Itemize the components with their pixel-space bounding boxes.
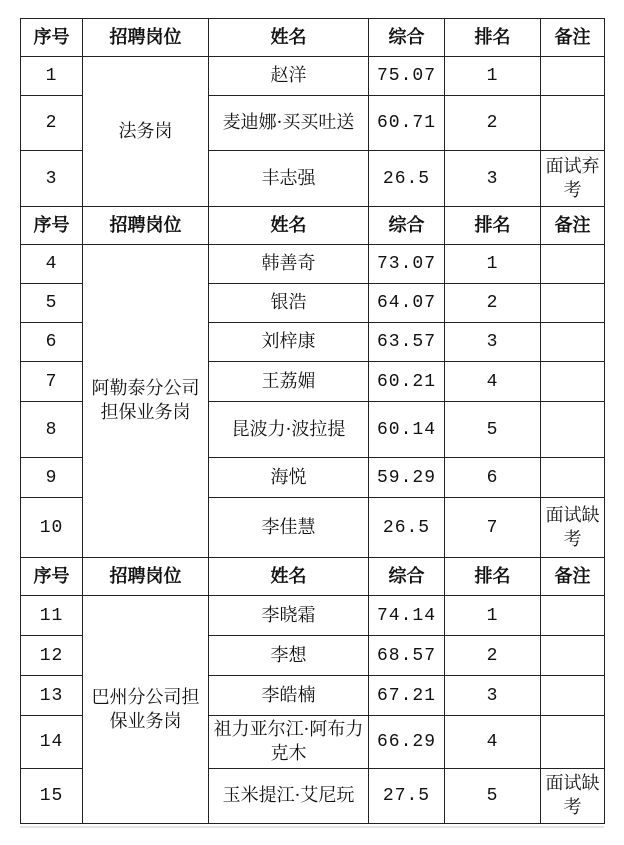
cell-rank: 2 [445, 96, 541, 151]
cell-name: 李晓霜 [209, 596, 369, 636]
cell-score: 26.5 [369, 498, 445, 558]
table-row [21, 57, 605, 96]
cell-rank: 2 [445, 284, 541, 323]
cell-note [541, 676, 605, 716]
header-rank: 排名 [445, 207, 541, 245]
cell-seq: 6 [21, 323, 83, 362]
cell-score: 26.5 [369, 151, 445, 207]
cell-name: 韩善奇 [209, 245, 369, 284]
cell-note [541, 402, 605, 458]
cell-rank: 3 [445, 323, 541, 362]
table-row [21, 245, 605, 284]
cell-score: 59.29 [369, 458, 445, 498]
cell-seq: 4 [21, 245, 83, 284]
cell-score: 60.14 [369, 402, 445, 458]
cell-name: 银浩 [209, 284, 369, 323]
cell-rank: 7 [445, 498, 541, 558]
cell-seq: 12 [21, 636, 83, 676]
cell-seq: 1 [21, 57, 83, 96]
cell-seq: 14 [21, 716, 83, 769]
cell-note [541, 57, 605, 96]
cell-rank: 1 [445, 57, 541, 96]
cell-rank: 4 [445, 362, 541, 402]
cell-note [541, 284, 605, 323]
results-table [20, 18, 605, 824]
cell-name: 麦迪娜·买买吐送 [209, 96, 369, 151]
header-row [21, 207, 605, 245]
cell-seq: 2 [21, 96, 83, 151]
cell-rank: 5 [445, 402, 541, 458]
cell-rank: 1 [445, 245, 541, 284]
cell-score: 74.14 [369, 596, 445, 636]
cell-note [541, 362, 605, 402]
header-rank: 排名 [445, 19, 541, 57]
cell-score: 66.29 [369, 716, 445, 769]
cell-rank: 3 [445, 676, 541, 716]
header-seq: 序号 [21, 19, 83, 57]
cell-note [541, 458, 605, 498]
cell-seq: 3 [21, 151, 83, 207]
header-row [21, 558, 605, 596]
cell-note: 面试缺考 [541, 498, 605, 558]
table-row [21, 596, 605, 636]
cell-score: 75.07 [369, 57, 445, 96]
header-score: 综合 [369, 558, 445, 596]
header-note: 备注 [541, 207, 605, 245]
header-note: 备注 [541, 558, 605, 596]
cell-position: 巴州分公司担保业务岗 [83, 596, 209, 824]
cell-rank: 6 [445, 458, 541, 498]
cell-score: 67.21 [369, 676, 445, 716]
cell-score: 60.21 [369, 362, 445, 402]
cell-note [541, 636, 605, 676]
cell-score: 60.71 [369, 96, 445, 151]
cell-name: 李想 [209, 636, 369, 676]
cell-score: 27.5 [369, 769, 445, 824]
cell-rank: 3 [445, 151, 541, 207]
cell-seq: 13 [21, 676, 83, 716]
cell-position: 阿勒泰分公司担保业务岗 [83, 245, 209, 558]
header-position: 招聘岗位 [83, 19, 209, 57]
header-row [21, 19, 605, 57]
cell-score: 73.07 [369, 245, 445, 284]
cell-seq: 5 [21, 284, 83, 323]
cell-note: 面试缺考 [541, 769, 605, 824]
cell-seq: 9 [21, 458, 83, 498]
cell-seq: 7 [21, 362, 83, 402]
header-name: 姓名 [209, 19, 369, 57]
cell-seq: 11 [21, 596, 83, 636]
cell-seq: 15 [21, 769, 83, 824]
cell-rank: 4 [445, 716, 541, 769]
cell-note [541, 716, 605, 769]
page-shadow [20, 826, 604, 828]
header-rank: 排名 [445, 558, 541, 596]
cell-name: 李佳慧 [209, 498, 369, 558]
cell-name: 李皓楠 [209, 676, 369, 716]
cell-score: 68.57 [369, 636, 445, 676]
cell-note [541, 323, 605, 362]
cell-name: 王荔媚 [209, 362, 369, 402]
cell-name: 玉米提江·艾尼玩 [209, 769, 369, 824]
header-score: 综合 [369, 207, 445, 245]
header-position: 招聘岗位 [83, 207, 209, 245]
cell-name: 丰志强 [209, 151, 369, 207]
cell-note [541, 596, 605, 636]
header-seq: 序号 [21, 558, 83, 596]
cell-name: 赵洋 [209, 57, 369, 96]
cell-rank: 1 [445, 596, 541, 636]
cell-name: 祖力亚尔江·阿布力克木 [209, 716, 369, 769]
cell-name: 海悦 [209, 458, 369, 498]
cell-seq: 8 [21, 402, 83, 458]
header-score: 综合 [369, 19, 445, 57]
cell-name: 刘梓康 [209, 323, 369, 362]
cell-name: 昆波力·波拉提 [209, 402, 369, 458]
cell-score: 64.07 [369, 284, 445, 323]
cell-note [541, 245, 605, 284]
cell-note [541, 96, 605, 151]
cell-position: 法务岗 [83, 57, 209, 207]
cell-score: 63.57 [369, 323, 445, 362]
cell-note: 面试弃考 [541, 151, 605, 207]
cell-seq: 10 [21, 498, 83, 558]
cell-rank: 5 [445, 769, 541, 824]
header-seq: 序号 [21, 207, 83, 245]
header-name: 姓名 [209, 207, 369, 245]
header-name: 姓名 [209, 558, 369, 596]
header-position: 招聘岗位 [83, 558, 209, 596]
cell-rank: 2 [445, 636, 541, 676]
header-note: 备注 [541, 19, 605, 57]
